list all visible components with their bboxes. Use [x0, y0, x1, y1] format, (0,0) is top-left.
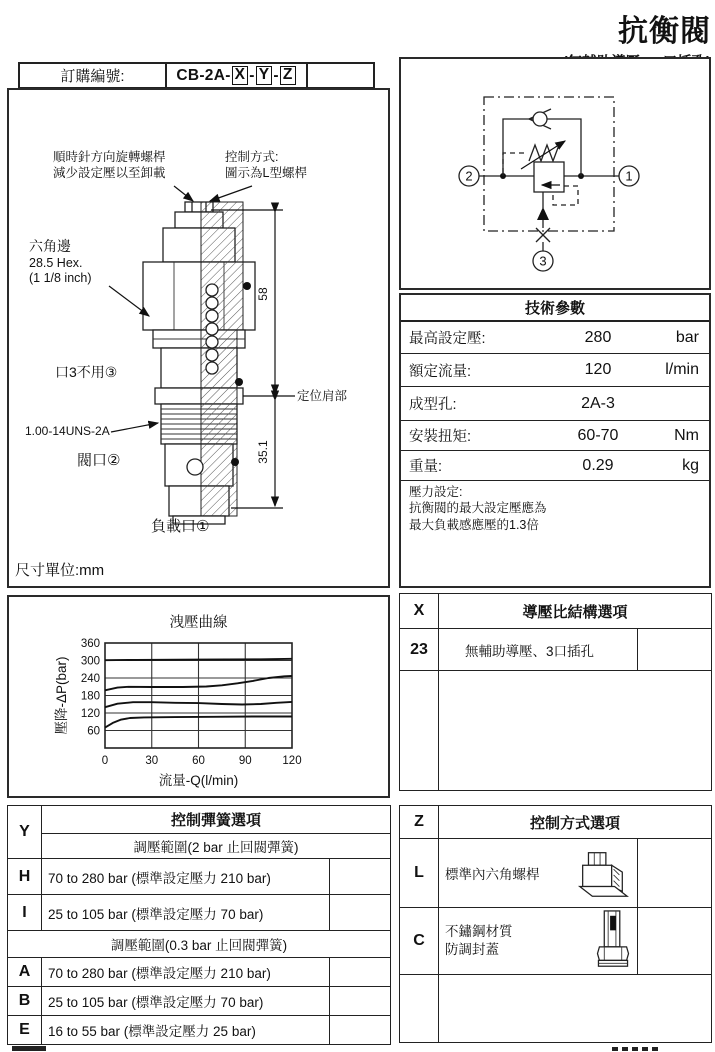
y-option-desc-I: 25 to 105 bar (標準設定壓力 70 bar)	[42, 895, 330, 931]
y-option-code-I: I	[8, 895, 42, 931]
hydraulic-symbol-diagram	[401, 59, 709, 288]
hex-label-size: 28.5 Hex.	[29, 255, 83, 270]
param-row-max-pressure	[401, 322, 709, 354]
x-option-code-23: 23	[400, 629, 439, 671]
param-unit: bar	[675, 328, 699, 346]
param-label: 安裝扭矩:	[409, 429, 472, 445]
leak-pressure-curve-chart	[9, 597, 388, 796]
param-row-torque	[401, 421, 709, 451]
svg-text:120: 120	[282, 755, 302, 767]
y-option-code-E: E	[8, 1016, 42, 1045]
note-control-line1: 控制方式:	[225, 150, 279, 164]
table-row	[8, 958, 391, 987]
param-label: 重量:	[409, 459, 443, 475]
control-type-options-table	[399, 805, 712, 1043]
symbol-port-2: 2	[465, 168, 473, 184]
param-unit: l/min	[665, 361, 699, 378]
z-option-code-L: L	[400, 839, 439, 908]
z-option-C-line2: 防調封蓋	[445, 942, 499, 957]
control-spring-options-table	[7, 805, 391, 1045]
order-sep: -	[273, 66, 279, 84]
z-option-empty-cell	[638, 839, 712, 908]
y-option-code-H: H	[8, 859, 42, 895]
z-option-empty-cell	[638, 908, 712, 975]
svg-text:120: 120	[80, 708, 100, 720]
y-option-desc-B: 25 to 105 bar (標準設定壓力 70 bar)	[42, 987, 330, 1016]
order-code-y: Y	[256, 66, 273, 84]
y-group1-title: 調壓範圍(2 bar 止回閥彈簧)	[42, 834, 391, 859]
y-option-empty-cell	[330, 987, 391, 1016]
port3-unused-label: 口3不用③	[55, 364, 118, 380]
valve-drawing-panel	[7, 88, 390, 588]
z-option-code-C: C	[400, 908, 439, 975]
order-code-x: X	[232, 66, 249, 84]
param-row-cavity	[401, 387, 709, 421]
y-group2-title: 調壓範圍(0.3 bar 止回閥彈簧)	[8, 931, 391, 958]
order-number-strip	[18, 62, 375, 89]
dim-58: 58	[256, 287, 270, 301]
svg-text:360: 360	[80, 638, 100, 650]
valve-port2-label: 閥口②	[77, 452, 121, 469]
z-option-C-line1: 不鏽鋼材質	[445, 924, 513, 940]
x-table-title: 導壓比結構選項	[439, 594, 712, 629]
dim-35-1: 35.1	[256, 440, 270, 464]
symbol-port-3: 3	[539, 253, 547, 269]
pilot-ratio-options-table	[399, 593, 712, 791]
svg-text:60: 60	[192, 755, 205, 767]
load-port1-label: 負載口①	[151, 518, 210, 535]
param-label: 成型孔:	[409, 397, 457, 413]
param-value: 120	[584, 361, 612, 378]
y-option-empty-cell	[330, 859, 391, 895]
svg-text:壓降-ΔP(bar): 壓降-ΔP(bar)	[54, 656, 69, 735]
units-note: 尺寸單位:mm	[15, 562, 105, 579]
z-option-C-text	[445, 923, 595, 958]
param-unit: Nm	[674, 426, 699, 444]
table-row	[400, 671, 712, 791]
svg-text:洩壓曲線: 洩壓曲線	[169, 615, 228, 631]
order-label: 訂購編號:	[20, 64, 167, 87]
hydraulic-symbol-panel	[399, 57, 711, 290]
param-value: 280	[584, 328, 612, 346]
table-row	[400, 839, 712, 908]
svg-text:240: 240	[80, 673, 100, 685]
hex-label-cjk: 六角邊	[29, 238, 71, 254]
note-line: 壓力設定:	[409, 485, 463, 499]
svg-text:流量-Q(l/min): 流量-Q(l/min)	[158, 773, 239, 788]
z-empty-desc-cell	[439, 975, 712, 1043]
param-row-rated-flow	[401, 354, 709, 387]
svg-text:60: 60	[87, 725, 100, 738]
param-label: 最高設定壓:	[409, 331, 486, 347]
note-line: 最大負載感應壓的1.3倍	[409, 517, 539, 532]
note-line: 抗衡閥的最大設定壓應為	[409, 501, 547, 516]
param-value: 0.29	[582, 456, 614, 474]
hex-screw-icon	[573, 847, 631, 899]
z-option-L-text: 標準內六角螺桿	[445, 867, 540, 882]
y-option-desc-E: 16 to 55 bar (標準設定壓力 25 bar)	[42, 1016, 330, 1045]
footer-right-mark	[612, 1047, 662, 1051]
y-option-empty-cell	[330, 958, 391, 987]
hex-label-inch: (1 1/8 inch)	[29, 271, 92, 286]
table-row	[8, 859, 391, 895]
symbol-port-1: 1	[625, 168, 633, 184]
svg-text:300: 300	[80, 655, 100, 668]
table-row	[400, 975, 712, 1043]
param-value: 2A-3	[581, 394, 615, 412]
tamper-cap-icon	[595, 909, 631, 973]
x-empty-code-cell	[400, 671, 439, 791]
y-option-empty-cell	[330, 1016, 391, 1045]
z-table-code: Z	[400, 806, 439, 839]
thread-spec-label: 1.00-14UNS-2A	[25, 424, 110, 438]
param-row-weight	[401, 451, 709, 481]
y-option-empty-cell	[330, 895, 391, 931]
note-clockwise	[53, 150, 166, 181]
param-label: 額定流量:	[409, 363, 472, 380]
x-table-code: X	[400, 594, 439, 629]
order-sep: -	[249, 66, 255, 84]
param-unit: kg	[682, 456, 699, 474]
tech-params-title: 技術參數	[401, 295, 709, 322]
order-code-prefix: CB-2A-	[176, 66, 231, 84]
y-table-title: 控制彈簧選項	[42, 806, 391, 834]
table-row	[400, 908, 712, 975]
y-option-code-B: B	[8, 987, 42, 1016]
note-clockwise-line1: 順時針方向旋轉螺桿	[53, 150, 166, 164]
y-option-desc-H: 70 to 280 bar (標準設定壓力 210 bar)	[42, 859, 330, 895]
y-option-code-A: A	[8, 958, 42, 987]
footer-left-mark	[12, 1046, 46, 1051]
z-option-desc-L	[439, 839, 638, 908]
note-control-line2: 圖示為L型螺桿	[225, 165, 307, 180]
z-option-desc-C	[439, 908, 638, 975]
z-table-title: 控制方式選項	[439, 806, 712, 839]
x-empty-desc-cell	[439, 671, 712, 791]
table-row	[8, 895, 391, 931]
svg-text:0: 0	[101, 755, 109, 767]
order-empty-cell	[308, 64, 373, 87]
note-clockwise-line2: 減少設定壓以至卸載	[53, 165, 166, 180]
locating-shoulder-label: 定位肩部	[297, 389, 348, 403]
svg-text:30: 30	[145, 755, 159, 767]
table-row	[8, 1016, 391, 1045]
order-code-z: Z	[280, 66, 296, 84]
y-option-desc-A: 70 to 280 bar (標準設定壓力 210 bar)	[42, 958, 330, 987]
x-option-empty-cell	[638, 629, 712, 671]
param-value: 60-70	[577, 426, 619, 444]
z-empty-code-cell	[400, 975, 439, 1043]
svg-text:180: 180	[80, 690, 100, 703]
tech-params-panel	[399, 293, 711, 588]
table-row	[400, 629, 712, 671]
note-control-type	[225, 150, 307, 181]
x-option-desc-23: 無輔助導壓、3口插孔	[439, 629, 638, 671]
page-title: 抗衡閥	[618, 15, 711, 48]
leak-curve-panel	[7, 595, 390, 798]
table-row	[8, 987, 391, 1016]
order-code	[167, 64, 308, 87]
y-table-code: Y	[8, 806, 42, 859]
pressure-setting-note	[401, 481, 709, 536]
svg-text:90: 90	[238, 755, 252, 767]
hex-flat-label	[29, 238, 92, 287]
